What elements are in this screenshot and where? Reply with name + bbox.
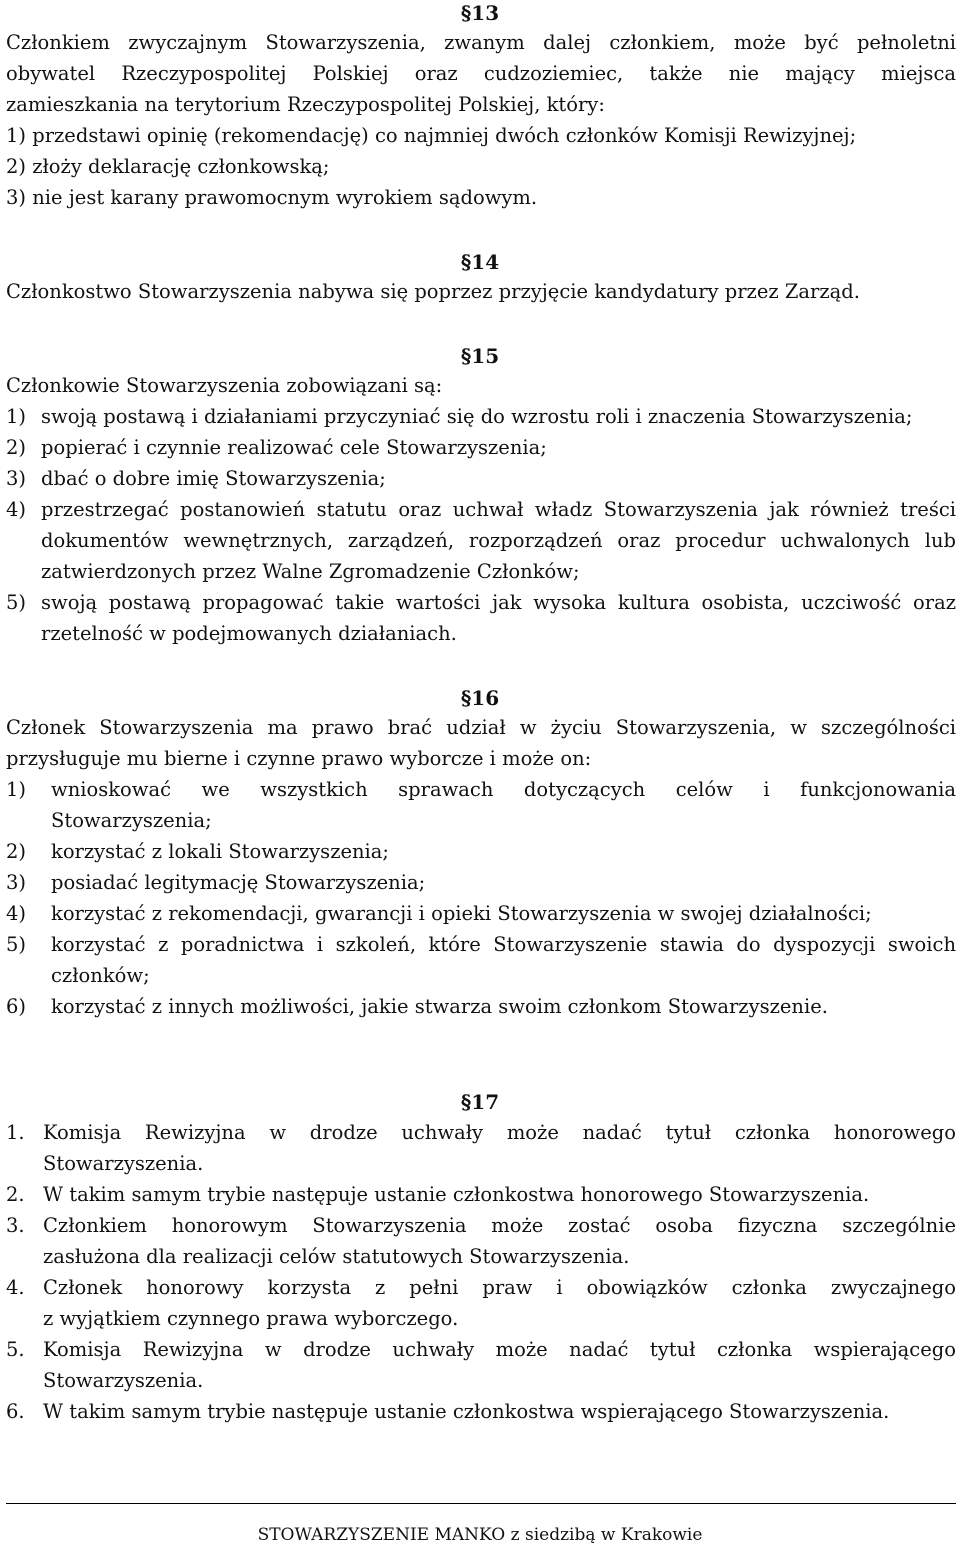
item-number: 4) [6,902,27,925]
item-text: członków; [51,964,150,987]
item-text: popierać i czynnie realizować cele Stowarzyszenia; [41,436,547,459]
item-text: zatwierdzonych przez Walne Zgromadzenie Członków; [41,560,580,583]
section-17-item [6,1338,956,1400]
item-text: korzystać z lokali Stowarzyszenia; [51,840,389,863]
section-13-item-2: 2) złoży deklarację członkowską; [6,155,330,178]
item-text: korzystać z poradnictwa i szkoleń, które Stowarzyszenie stawia do dyspozycji swoich [51,933,956,956]
item-text: Członek honorowy korzysta z pełni praw i obowiązków członka zwyczajnego [43,1276,956,1299]
section-14-heading: §14 [460,250,500,274]
section-16-item [6,933,956,995]
section-14-text: Członkostwo Stowarzyszenia nabywa się poprzez przyjęcie kandydatury przez Zarząd. [6,280,860,303]
item-number: 4. [6,1276,25,1299]
item-text: Stowarzyszenia. [43,1152,204,1175]
item-text: wnioskować we wszystkich sprawach dotyczących celów i funkcjonowania [51,778,956,801]
section-15-heading: §15 [460,344,500,368]
item-number: 6) [6,995,27,1018]
item-text: korzystać z innych możliwości, jakie stwarza swoim członkom Stowarzyszenie. [51,995,828,1018]
section-15-item [6,498,956,591]
item-number: 1) [6,405,27,428]
item-text: posiadać legitymację Stowarzyszenia; [51,871,426,894]
item-text: dokumentów wewnętrznych, zarządzeń, rozporządzeń oraz procedur uchwalonych lub [41,529,956,552]
item-text: Stowarzyszenia. [43,1369,204,1392]
section-15-item [6,591,956,653]
section-15-intro: Członkowie Stowarzyszenia zobowiązani są: [6,374,443,397]
item-number: 5. [6,1338,25,1361]
item-text: swoją postawą i działaniami przyczyniać się do wzrostu roli i znaczenia Stowarzyszenia; [41,405,913,428]
item-number: 5) [6,591,27,614]
item-text: Stowarzyszenia; [51,809,212,832]
item-number: 2. [6,1183,25,1206]
item-text: przestrzegać postanowień statutu oraz uchwał władz Stowarzyszenia jak również treści [41,498,956,521]
item-number: 3) [6,467,27,490]
item-number: 1. [6,1121,25,1144]
item-text: rzetelność w podejmowanych działaniach. [41,622,457,645]
item-number: 3. [6,1214,25,1237]
item-text: Komisja Rewizyjna w drodze uchwały może nadać tytuł członka honorowego [43,1121,956,1144]
section-13-heading: §13 [460,1,500,25]
section-16-item [6,778,956,840]
item-number: 4) [6,498,27,521]
item-text: swoją postawą propagować takie wartości jak wysoka kultura osobista, uczciwość oraz [41,591,956,614]
item-text: z wyjątkiem czynnego prawa wyborczego. [43,1307,459,1330]
item-number: 2) [6,840,27,863]
footer-divider [6,1503,956,1504]
section-17-item [6,1121,956,1183]
item-number: 1) [6,778,27,801]
section-16-intro-1: Członek Stowarzyszenia ma prawo brać udział w życiu Stowarzyszenia, w szczególności [6,716,956,739]
section-13-item-3: 3) nie jest karany prawomocnym wyrokiem sądowym. [6,186,538,209]
item-text: Komisja Rewizyjna w drodze uchwały może nadać tytuł członka wspierającego [43,1338,956,1361]
page-footer: STOWARZYSZENIE MANKO z siedzibą w Krakowie [257,1525,703,1545]
section-17-item [6,1214,956,1276]
item-text: korzystać z rekomendacji, gwarancji i opieki Stowarzyszenia w swojej działalności; [51,902,872,925]
section-13-line-2: obywatel Rzeczypospolitej Polskiej oraz cudzoziemiec, także nie mający miejsca [6,62,956,85]
section-17-item [6,1276,956,1338]
section-13-line-3: zamieszkania na terytorium Rzeczypospolitej Polskiej, który: [6,93,605,116]
item-text: W takim samym trybie następuje ustanie członkostwa wspierającego Stowarzyszenia. [43,1400,890,1423]
item-text: W takim samym trybie następuje ustanie członkostwa honorowego Stowarzyszenia. [43,1183,870,1206]
section-13-line-1: Członkiem zwyczajnym Stowarzyszenia, zwanym dalej członkiem, może być pełnoletni [6,31,956,54]
item-number: 2) [6,436,27,459]
item-number: 6. [6,1400,25,1423]
item-number: 3) [6,871,27,894]
section-16-heading: §16 [460,686,500,710]
item-text: Członkiem honorowym Stowarzyszenia może zostać osoba fizyczna szczególnie [43,1214,956,1237]
item-number: 5) [6,933,27,956]
section-16-intro-2: przysługuje mu bierne i czynne prawo wyborcze i może on: [6,747,592,770]
item-text: zasłużona dla realizacji celów statutowych Stowarzyszenia. [43,1245,630,1268]
section-17-heading: §17 [460,1090,500,1114]
item-text: dbać o dobre imię Stowarzyszenia; [41,467,386,490]
section-13-item-1: 1) przedstawi opinię (rekomendację) co najmniej dwóch członków Komisji Rewizyjnej; [6,124,857,147]
